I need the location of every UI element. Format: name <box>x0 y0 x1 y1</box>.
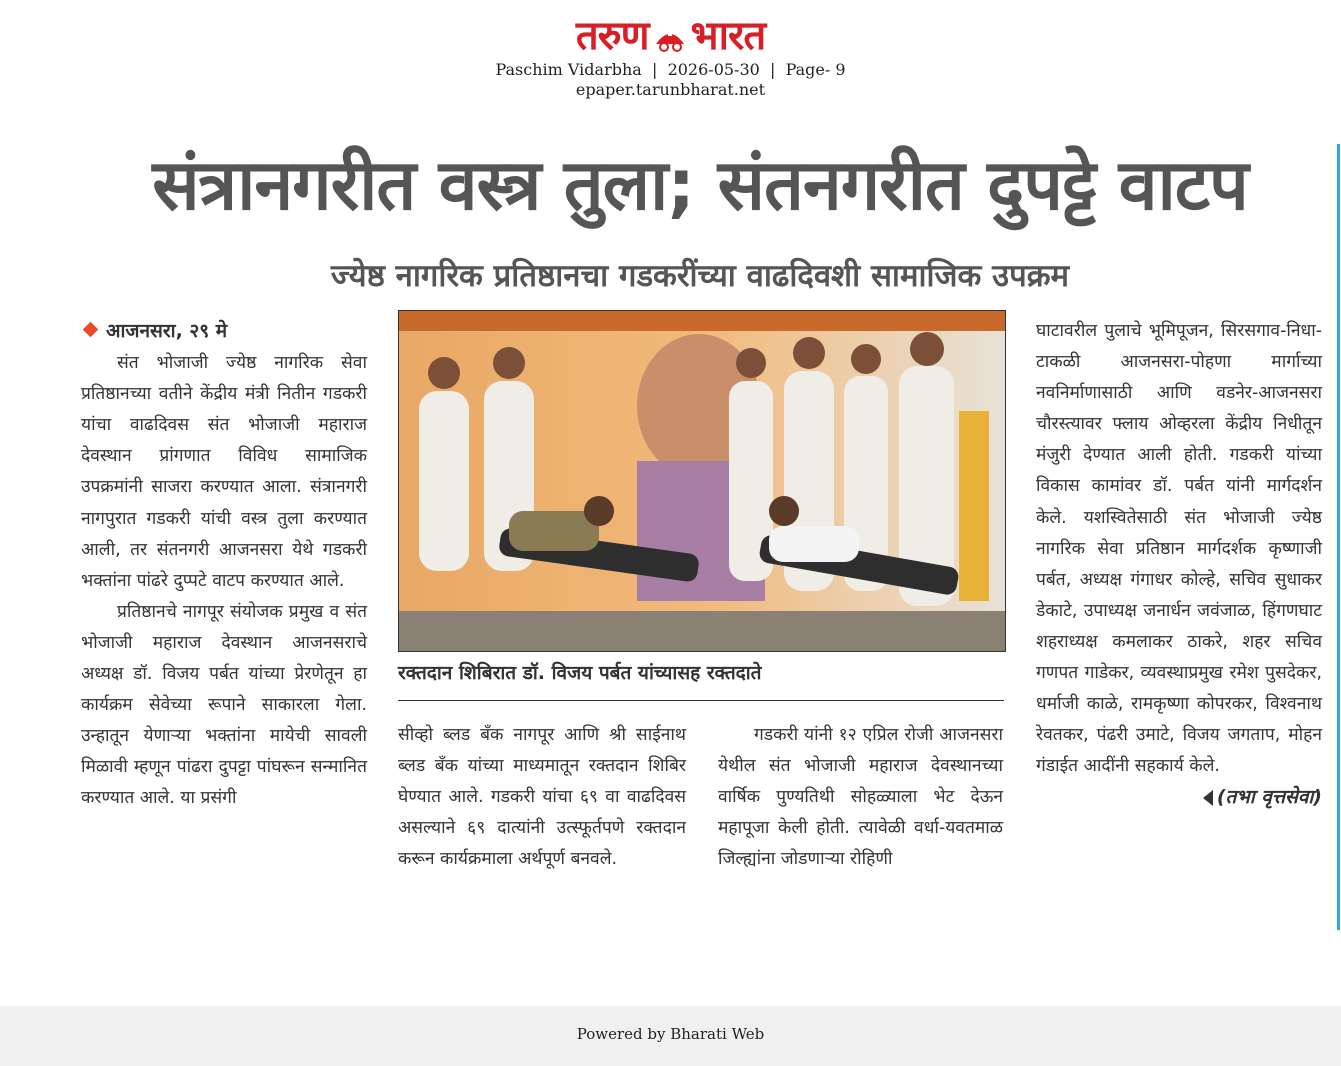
page-number: Page- 9 <box>785 60 846 79</box>
caption-divider <box>398 700 1004 701</box>
article-column-4 <box>1036 316 1322 814</box>
dateline <box>81 316 367 348</box>
article-column-3 <box>718 720 1003 875</box>
article-column-2 <box>398 720 686 875</box>
chariot-emblem-icon <box>653 19 687 53</box>
credit-text: (तभा वृत्तसेवा) <box>1216 786 1322 809</box>
article-photo[interactable] <box>398 310 1006 652</box>
article-subheadline: ज्येष्ठ नागरिक प्रतिष्ठानचा गडकरींच्या वाढदिवशी सामाजिक उपक्रम <box>330 258 1070 294</box>
blood-donation-photo-illustration <box>399 311 1005 651</box>
paragraph: घाटावरील पुलाचे भूमिपूजन, सिरसगाव-निधा-टाकळी आजनसरा-पोहणा मार्गाच्या नवनिर्माणासाठी आणि वडनेर-आजनसरा चौरस्त्यावर फ्लाय ओव्हरला केंद्रीय निधीतून मंजुरी देण्यात आली होती. गडकरी यांच्या विकास कामांवर डॉ. पर्बत यांनी मार्गदर्शन केले. यशस्वितेसाठी संत भोजाजी ज्येष्ठ नागरिक सेवा प्रतिष्ठान मार्गदर्शक कृष्णाजी पर्बत, अध्यक्ष गंगाधर कोल्हे, सचिव सुधाकर डेकाटे, उपाध्यक्ष जनार्धन जवंजाळ, हिंगणघाट शहराध्यक्ष कमलाकर ठाकरे, शहर सचिव गणपत गाडेकर, व्यवस्थाप्रमुख रमेश पुसदेकर, धर्माजी काळे, रामकृष्णा कोपरकर, विश्वनाथ रेवतकर, पंढरी उमाटे, विजय जगताप, मोहन गंडाईत आदींनी सहकार्य केले. <box>1036 321 1322 777</box>
photo-caption: रक्तदान शिबिरात डॉ. विजय पर्बत यांच्यासह रक्तदाते <box>398 662 762 684</box>
edition-date: 2026-05-30 <box>667 60 760 79</box>
paragraph: संत भोजाजी ज्येष्ठ नागरिक सेवा प्रतिष्ठानच्या वतीने केंद्रीय मंत्री नितीन गडकरी यांचा वाढदिवस संत भोजाजी महाराज देवस्थान प्रांगणात विविध सामाजिक उपक्रमांनी साजरा करण्यात आला. संत्रानगरी नागपुरात गडकरी यांची वस्त्र तुला करण्यात आली, तर संतनगरी आजनसरा येथे गडकरी भक्तांना पांढरे दुप्पटे वाटप करण्यात आले. <box>81 353 367 591</box>
meta-separator: | <box>764 60 781 79</box>
diamond-bullet-icon <box>83 322 99 338</box>
article-headline: संत्रानगरीत वस्त्र तुला; संतनगरीत दुपट्टे वाटप <box>152 144 1248 226</box>
footer <box>0 1006 1341 1066</box>
dateline-text: आजनसरा, २९ मे <box>106 320 228 342</box>
logo-text-right: भारत <box>690 13 766 59</box>
paragraph: गडकरी यांनी १२ एप्रिल रोजी आजनसरा येथील संत भोजाजी महाराज देवस्थानच्या वार्षिक पुण्यतिथी सोहळ्याला भेट देऊन महापूजा केली होती. त्यावेळी वर्धा-यवतमाळ जिल्ह्यांना जोडणाऱ्या रोहिणी <box>718 725 1003 870</box>
left-arrow-icon <box>1203 790 1213 806</box>
masthead <box>0 14 1341 100</box>
right-edge-divider <box>1337 144 1340 930</box>
article-column-1 <box>81 316 367 815</box>
edition-line <box>0 60 1341 80</box>
paragraph: प्रतिष्ठानचे नागपूर संयोजक प्रमुख व संत भोजाजी महाराज देवस्थान आजनसराचे अध्यक्ष डॉ. विजय पर्बत यांच्या प्रेरणेतून हा कार्यक्रम सेवेच्या रूपाने साकारला गेला. उन्हातून येणाऱ्या भक्तांना मायेची सावली मिळावी म्हणून पांढरा दुपट्टा पांघरून सन्मानित करण्यात आले. या प्रसंगी <box>81 601 367 809</box>
meta-separator: | <box>646 60 663 79</box>
edition-name: Paschim Vidarbha <box>495 60 642 79</box>
newspaper-logo[interactable] <box>576 14 765 58</box>
news-service-credit <box>1036 782 1322 813</box>
powered-by-link[interactable]: Powered by Bharati Web <box>576 1025 765 1043</box>
epaper-url-link[interactable]: epaper.tarunbharat.net <box>575 80 766 99</box>
logo-text-left: तरुण <box>575 13 649 59</box>
paragraph: सीव्हो ब्लड बँक नागपूर आणि श्री साईनाथ ब्लड बँक यांच्या माध्यमातून रक्तदान शिबिर घेण्यात आले. गडकरी यांचा ६९ वा वाढदिवस असल्याने ६९ दात्यांनी उत्स्फूर्तपणे रक्तदान करून कार्यक्रमाला अर्थपूर्ण बनवले. <box>398 725 686 870</box>
